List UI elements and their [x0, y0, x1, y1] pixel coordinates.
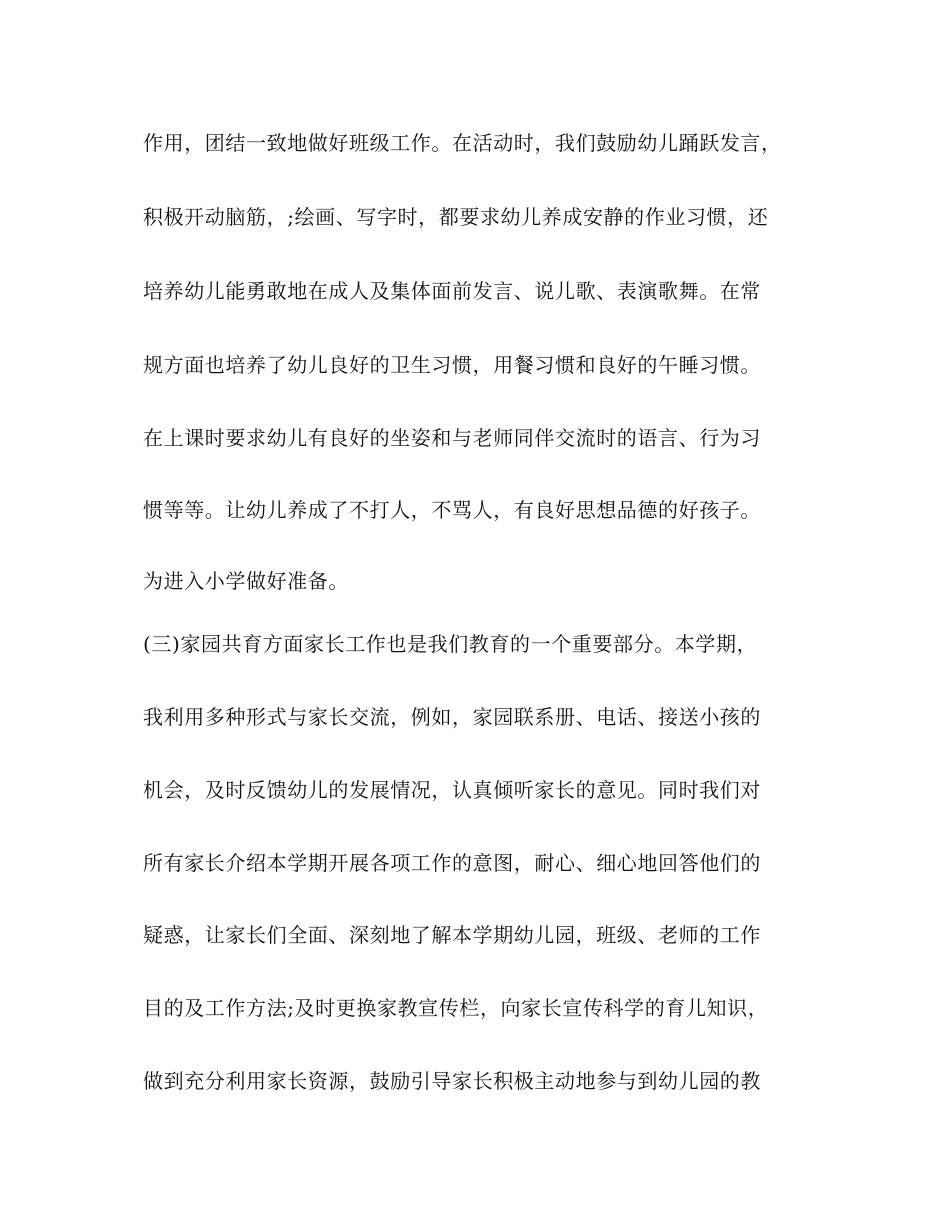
text-line: 在上课时要求幼儿有良好的坐姿和与老师同伴交流时的语言、行为习 — [143, 426, 761, 450]
text-line: 为进入小学做好准备。 — [143, 569, 349, 593]
text-line: 规方面也培养了幼儿良好的卫生习惯，用餐习惯和良好的午睡习惯。 — [143, 353, 761, 377]
text-line: 机会，及时反馈幼儿的发展情况，认真倾听家长的意见。同时我们对 — [143, 778, 761, 802]
text-line: 疑惑，让家长们全面、深刻地了解本学期幼儿园，班级、老师的工作 — [143, 923, 761, 947]
text-line: 目的及工作方法;及时更换家教宣传栏，向家长宣传科学的育儿知识， — [143, 996, 769, 1020]
text-line: 做到充分利用家长资源，鼓励引导家长积极主动地参与到幼儿园的教 — [143, 1069, 761, 1093]
text-line: 积极开动脑筋，;绘画、写字时，都要求幼儿养成安静的作业习惯，还 — [143, 205, 769, 229]
section-heading-line: (三)家园共育方面家长工作也是我们教育的一个重要部分。本学期， — [143, 632, 758, 656]
text-line: 我利用多种形式与家长交流，例如，家园联系册、电话、接送小孩的 — [143, 705, 761, 729]
text-line: 惯等等。让幼儿养成了不打人，不骂人，有良好思想品德的好孩子。 — [143, 498, 761, 522]
text-line: 所有家长介绍本学期开展各项工作的意图，耐心、细心地回答他们的 — [143, 851, 761, 875]
text-line: 作用，团结一致地做好班级工作。在活动时，我们鼓励幼儿踊跃发言， — [143, 131, 782, 155]
text-line: 培养幼儿能勇敢地在成人及集体面前发言、说儿歌、表演歌舞。在常 — [143, 279, 761, 303]
